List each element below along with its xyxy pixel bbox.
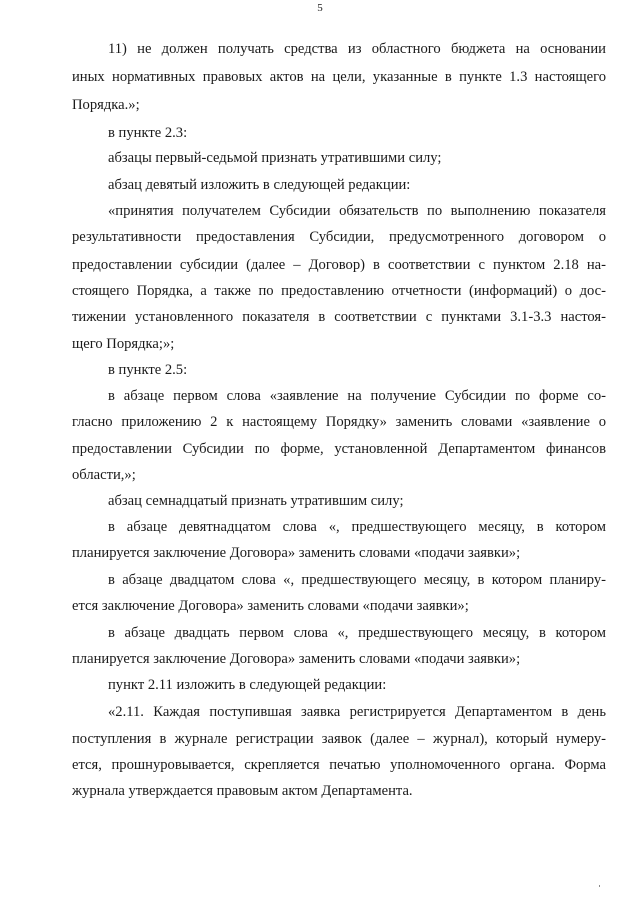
text-line: в пункте 2.5: (108, 362, 188, 378)
text-line: гласно приложению 2 к настоящему Порядку» заменить словами «заявление о (72, 414, 606, 430)
scan-speck (599, 885, 600, 887)
text-line: тижении установленного показателя в соответствии с пунктами 3.1-3.3 настоя- (72, 309, 606, 325)
text-line: ется, прошнуровывается, скрепляется печатью уполномоченного органа. Форма (72, 757, 606, 773)
text-line: Порядка.»; (72, 97, 140, 113)
text-line: планируется заключение Договора» заменить словами «подачи заявки»; (72, 545, 521, 561)
text-line: «2.11. Каждая поступившая заявка регистрируется Департаментом в день (108, 704, 606, 720)
text-line: пункт 2.11 изложить в следующей редакции: (108, 677, 387, 693)
text-line: результативности предоставления Субсидии, предусмотренного договором о (72, 229, 606, 245)
text-line: предоставлении Субсидии по форме, установленной Департаментом финансов (72, 441, 606, 457)
text-line: предоставлении субсидии (далее – Договор) в соответствии с пунктом 2.18 на- (72, 257, 606, 273)
text-line: в абзаце первом слова «заявление на получение Субсидии по форме со- (108, 388, 606, 404)
text-line: в пункте 2.3: (108, 125, 188, 141)
text-line: планируется заключение Договора» заменить словами «подачи заявки»; (72, 651, 521, 667)
text-line: абзац девятый изложить в следующей редакции: (108, 177, 411, 193)
text-line: 11) не должен получать средства из областного бюджета на основании (108, 41, 606, 57)
text-line: в абзаце девятнадцатом слова «, предшествующего месяцу, в котором (108, 519, 606, 535)
text-line: журнала утверждается правовым актом Департамента. (72, 783, 413, 799)
text-line: абзац семнадцатый признать утратившим силу; (108, 493, 404, 509)
text-line: в абзаце двадцать первом слова «, предшествующего месяцу, в котором (108, 625, 606, 641)
text-line: щего Порядка;»; (72, 336, 175, 352)
text-line: иных нормативных правовых актов на цели, указанные в пункте 1.3 настоящего (72, 69, 606, 85)
page-number: 5 (317, 2, 323, 14)
text-line: в абзаце двадцатом слова «, предшествующего месяцу, в котором планиру- (108, 572, 606, 588)
text-line: абзацы первый-седьмой признать утратившими силу; (108, 150, 442, 166)
text-line: «принятия получателем Субсидии обязательств по выполнению показателя (108, 203, 606, 219)
text-line: ется заключение Договора» заменить словами «подачи заявки»; (72, 598, 469, 614)
text-line: поступления в журнале регистрации заявок (далее – журнал), который нумеру- (72, 731, 606, 747)
text-line: области,»; (72, 467, 136, 483)
text-line: стоящего Порядка, а также по предоставлению отчетности (информаций) о дос- (72, 283, 606, 299)
